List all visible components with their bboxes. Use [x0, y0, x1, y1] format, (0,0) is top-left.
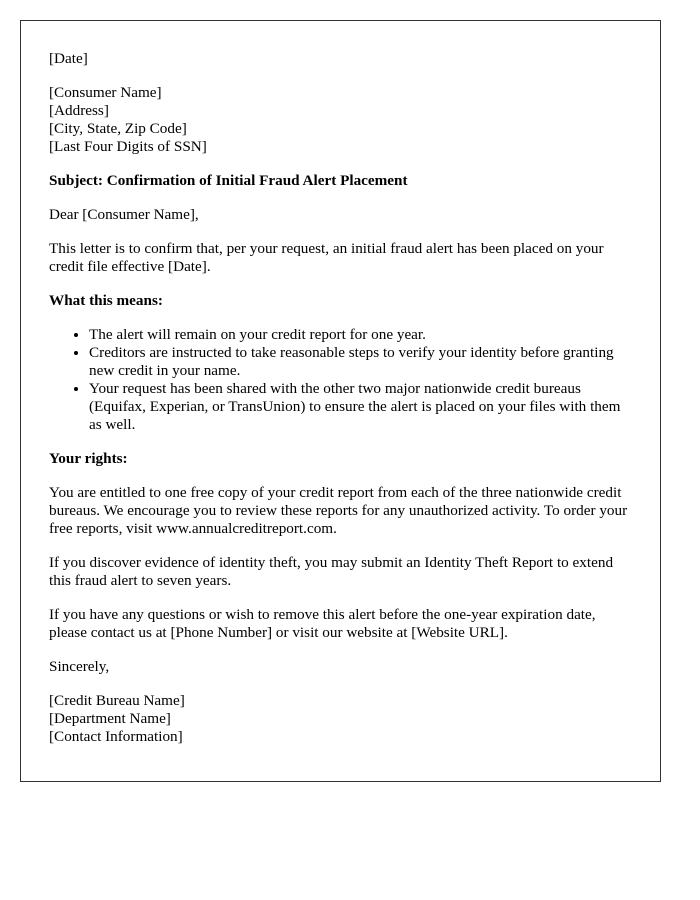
your-rights-heading: Your rights: — [49, 450, 128, 467]
closing: Sincerely, — [49, 658, 110, 675]
list-item: • The alert will remain on your credit report for one year. — [89, 326, 632, 344]
subject-line: Subject: Confirmation of Initial Fraud Alert Placement — [49, 172, 408, 189]
recipient-city-state-zip: [City, State, Zip Code] — [49, 120, 187, 137]
intro-paragraph: This letter is to confirm that, per your request, an initial fraud alert has been placed on your credit file effective [Date]. — [49, 240, 604, 275]
list-item: • Your request has been shared with the other two major nationwide credit bureaus (Equifax, Experian, or TransUnion) to ensure the alert is placed on your files with them as well. — [89, 380, 632, 434]
signature-department: [Department Name] — [49, 710, 171, 727]
rights-paragraph: If you discover evidence of identity theft, you may submit an Identity Theft Report to extend this fraud alert to seven years. — [49, 554, 614, 589]
signature-block — [49, 692, 632, 746]
what-this-means-list — [49, 326, 632, 434]
letter-date: [Date] — [49, 50, 88, 67]
rights-paragraph: If you have any questions or wish to remove this alert before the one-year expiration date, please contact us at [Phone Number] or visit our website at [Website URL]. — [49, 606, 596, 641]
signature-contact: [Contact Information] — [49, 728, 183, 745]
recipient-address: [Address] — [49, 102, 109, 119]
salutation: Dear [Consumer Name], — [49, 206, 199, 223]
recipient-name: [Consumer Name] — [49, 84, 162, 101]
rights-paragraph: You are entitled to one free copy of your credit report from each of the three nationwide credit bureaus. We encourage you to review these reports for any unauthorized activity. To order your free reports, visit www.annualcreditreport.com. — [49, 484, 628, 537]
letter-document — [20, 20, 661, 782]
what-this-means-heading: What this means: — [49, 292, 163, 309]
list-item: • Creditors are instructed to take reasonable steps to verify your identity before granting new credit in your name. — [89, 344, 632, 380]
recipient-ssn: [Last Four Digits of SSN] — [49, 138, 207, 155]
signature-bureau: [Credit Bureau Name] — [49, 692, 185, 709]
recipient-block — [49, 84, 632, 156]
